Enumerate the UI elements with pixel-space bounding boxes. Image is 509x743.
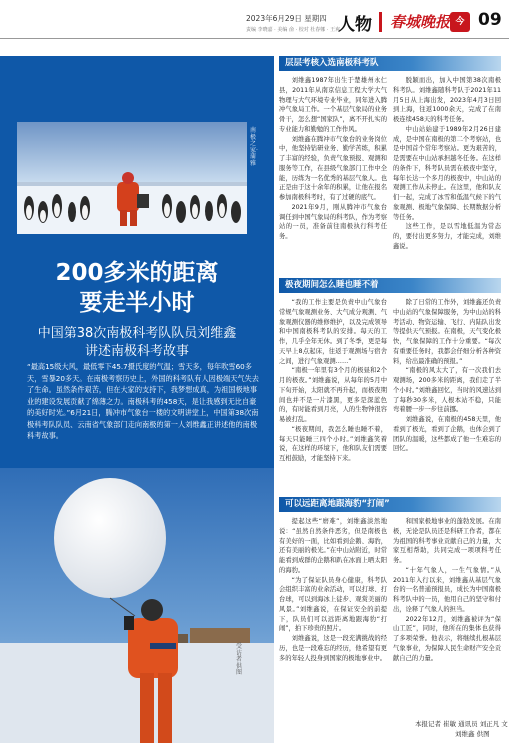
section3-column-b [393, 517, 501, 663]
section3-column-a [279, 517, 387, 663]
paragraph: 刘维鑫在腾冲市气象台的业务岗位中，他坚持钻研业务、勤学苦练，积累了丰富的经验，负责气象预报、观测和服务等工作，在县级气象部门工作中全能，历练为一名优秀的基层气象人。也正是由于这十余年的积累，让他在报名参加南极科考时，有了过硬的底气。 [279, 135, 387, 201]
headline-line2: 要走半小时 [79, 289, 195, 316]
byline-line2: 刘维鑫 供图 [455, 729, 490, 738]
headline-line1: 200多米的距离 [55, 260, 219, 286]
paragraph: 刘维鑫说，在南极的458天里，他看到了极光，看到了企鹅，也体会到了团队的温暖，这些都成了他一生难忘的回忆。 [393, 416, 501, 453]
subheadline-line2: 讲述南极科考故事 [84, 343, 189, 359]
section1-column-a [279, 76, 387, 242]
issue-date: 2023年6月29日 星期四 [246, 14, 327, 23]
paragraph: “为了保证队员身心健康，科考队会组织丰富的业余活动，可以打球、打台球，可以到海冰上徒步、观赏美丽的风景。”刘维鑫说，在保证安全的前提下，队员们可以远距离地跟海豹“打闹”，拍下珍贵的照片。 [279, 576, 387, 633]
header-rule [0, 38, 509, 39]
paragraph: 除了日常的工作外，刘维鑫还负责中山站的气象保障服务，为中山站的科考活动、物资运输、飞行、内陆队出发等提供天气预报。在南极，天气变化极快，气象保障的工作十分重要。“每次有重要任务时，我都会仔细分析各种资料，给出最准确的预报。” [393, 299, 501, 365]
paragraph: 这些工作，是以雪地低温为常态的，要付出更多努力，才能完成，刘维鑫说。 [393, 223, 501, 250]
headline [0, 259, 274, 319]
byline [415, 720, 508, 740]
photo1-credit: 南极之家·蒲雅 [250, 127, 258, 167]
section2-heading: 极夜期间怎么睡也睡不着 [279, 278, 501, 293]
subheadline-line1: 中国第38次南极科考队队员刘维鑫 [37, 326, 237, 341]
masthead [0, 0, 509, 38]
paragraph: 脱颖而出，加入中国第38次南极科考队。刘维鑫随科考队于2021年11月5日从上海出发，2023年4月3日回到上海，往返1000余天，完成了在南极连续458天的科考任务。 [393, 77, 501, 123]
section-divider [379, 12, 382, 32]
section2-column-a [279, 298, 387, 464]
section3-heading: 可以远距离地跟海豹“打闹” [279, 497, 501, 512]
section1-heading: 层层考核入选南极科考队 [279, 56, 501, 71]
paragraph: 刘维鑫1987年出生于楚雄州永仁县，2011年从南京信息工程大学大气物理与大气环境专业毕业，同年进入腾冲气象局工作。一个基层气象局的业务骨干，怎么想“国家队”，离不开扎实的专业能力和勤勉的工作作风。 [279, 77, 387, 133]
penguin-colony-photo [17, 122, 247, 234]
paragraph: 中山站始建于1989年2月26日建成，是中国在南极的第二个考察站，也是中国首个常年考察站。更为艰苦的，是需要在中山站承担越冬任务。在这样的条件下，科考队员需在极夜中坚守，每年长达一个多月的极夜中，中山站的观测工作从未停止。在这里，他和队友们一起，完成了冰雪和低温气候下的气象观测、极地气象保障、长期数据分析等任务。 [393, 125, 501, 221]
paragraph: “南极的风太大了，有一次我们去观测场，200多米的距离，我们走了半个小时。”刘维鑫回忆，当时的风速达到了每秒30多米，人根本站不稳，只能弯着腰一步一步往前挪。 [393, 367, 501, 414]
paragraph: “十年气象人，一生气象情。”从2011年入行以来，刘维鑫从基层气象台的一名普通预报员，成长为中国南极科考队中的一员，他用自己的坚守和付出，诠释了气象人的担当。 [393, 566, 501, 613]
feature-panel [0, 56, 274, 743]
paragraph: 和国家极地事业的蓬勃发展。在南极，无论是队员还是科研工作者，都在为祖国的科考事业贡献自己的力量，大家互相帮助，共同完成一项项科考任务。 [393, 518, 501, 564]
byline-line1: 本报记者 崔敏 通讯员 刘正凡 文 [415, 720, 508, 728]
paragraph: “南极一年里有3个月的极昼和2个月的极夜。”刘维鑫说，从每年的5月中下旬开始，太阳就不再升起，而极夜期间也并不是一片漆黑，更多是深蓝色的，有时能看到月亮，人的生物钟很容易被打乱。 [279, 367, 387, 423]
section2-column-b [393, 298, 501, 454]
paragraph: 刘维鑫说，这是一段充满挑战的经历，也是一段难忘的经历，他希望有更多的年轻人投身到国家的极地事业中。 [279, 635, 387, 662]
newspaper-seal-icon: 今 [450, 12, 470, 32]
lead-paragraph: “最高15级大风，最低零下45.7摄氏度的气温；雪天多，每年吹雪60多天，雪暴20多天。在南极考察历史上，外国的科考队有人因极端天气失去了生命。虽然条件艰苦，但在大家的支持下，我梦想成真，为祖国极地事业的建设发展贡献了绵薄之力。南极科考的458天，是让我感到无比自豪的美好时光。”6月21日，腾冲市气象台一楼的文明讲堂上，中国第38次南极科考队队员、云南省气象部门走向南极的第一人刘维鑫正讲述他的南极科考故事。 [27, 362, 259, 441]
editor-credits: 责编 李晓嘉 · 美编 俞 · 校对 杜春娜 · 王爽 [246, 27, 341, 33]
paragraph: “极夜期间，我怎么睡也睡不着，每天只能睡三四个小时。”刘维鑫笑着说，在这样的环境下，他和队友们需要互相鼓励，才能坚持下来。 [279, 425, 387, 462]
page-number: 09 [478, 10, 502, 30]
photo2-credit: 受访者供图 [236, 643, 243, 677]
subheadline [0, 325, 274, 360]
paragraph: 2021年9月，刚从腾冲市气象台调任到中国气象局的科考队，作为考察站的一员，准备前往南极执行科考任务。 [279, 203, 387, 240]
newspaper-logo: 春城晚报 [390, 13, 451, 31]
section-title: 人物 [338, 15, 372, 35]
paragraph: 2022年12月，刘维鑫被评为“保山工匠”，同时，他所在的集体也获得了多项荣誉。他表示，将继续扎根基层气象事业，为保障人民生命财产安全贡献自己的力量。 [393, 615, 501, 662]
paragraph: 提起这些“磨难”，刘维鑫淡然地说：“虽然自然条件恶劣，但是南极也有美好的一面，比如看到企鹅、海豹，还有美丽的极光。”在中山站附近，时常能看到成群的企鹅和趴在冰面上晒太阳的海豹。 [279, 518, 387, 574]
weather-balloon-photo [0, 468, 274, 743]
paragraph: “我的工作主要是负责中山气象台常规气象观测业务、大气成分观测、气象观测仪器的维修维护，以及完成领导和中国南极科考队的安排。每天的工作，几乎全年无休。到了冬季，更是每天早上8点起床，往返于观测场与宿舍之间，进行气象观测……” [279, 299, 387, 365]
section1-column-b [393, 76, 501, 252]
